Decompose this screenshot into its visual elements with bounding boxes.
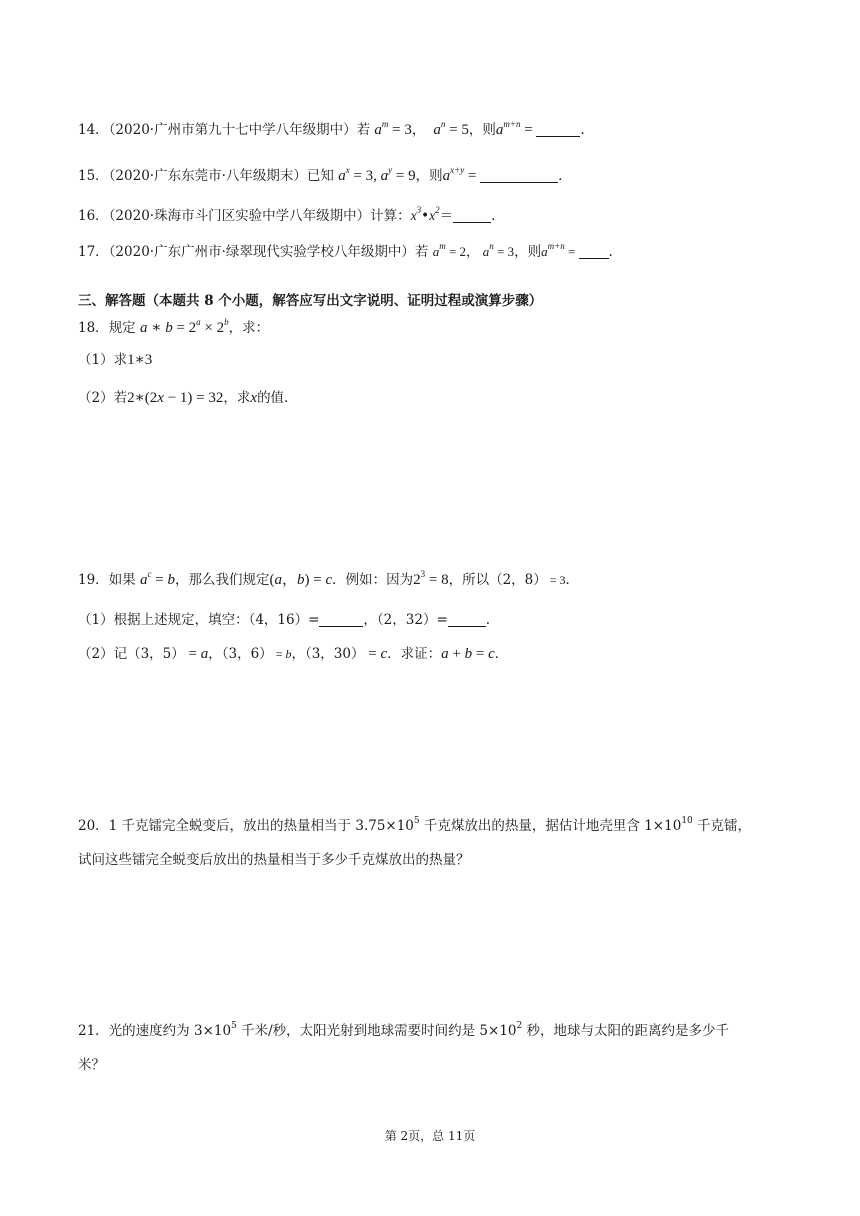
- math-expr: $a^x$: [338, 165, 350, 184]
- answer-blank: [319, 612, 363, 627]
- answer-blank: [448, 612, 486, 627]
- math-expr: $x^3$: [410, 205, 422, 223]
- question-19-part-2: （2）记（3，5） = a，（3，6） = b，（3，30） = c．求证：a + b = c．: [78, 646, 509, 662]
- answer-blank: [480, 168, 558, 183]
- question-18: 18．规定 a ∗ $b = 2^a \times 2^b$，求：: [78, 317, 270, 336]
- math-expr: $a^m$: [432, 241, 446, 259]
- math-expr: 2∗(2x − 1) = 32: [127, 390, 224, 406]
- question-18-part-2: （2）若2∗(2x − 1) = 32，求x的值.: [78, 390, 289, 406]
- question-19: 19．如果 $a^c = b$，那么我们规定(a，b) = c．例如：因为$2^3 = 8$，所以（2，8） = 3．: [78, 569, 580, 588]
- question-19-part-1: （1）根据上述规定，填空：（4，16）= ，（2，32）= .: [78, 612, 491, 628]
- question-14: 14．（2020·广州市第九十七中学八年级期中）若 $a^m = 3$， $a^n = 5$，则$a^{m+n}$ = .: [78, 119, 585, 138]
- question-16: 16．（2020·珠海市斗门区实验中学八年级期中）计算：$x^3•x^2=$ .: [78, 205, 496, 224]
- answer-blank: [453, 208, 491, 223]
- page-footer: 第 2页，总 11页: [384, 1129, 476, 1143]
- question-15: 15．（2020·广东东莞市·八年级期末）已知 $a^x = 3$, $a^y = 9$，则$a^{x+y}$ = .: [78, 165, 563, 184]
- question-20: 20．1 千克镭完全蜕变后，放出的热量相当于 $3.75\times 10^5$ 千克煤放出的热量，据估计地壳里含 $1\times 10^{10}$ 千克镭，: [78, 816, 752, 834]
- answer-blank: [536, 122, 580, 137]
- math-expr: a: [139, 320, 148, 336]
- math-expr: $a^m$: [374, 119, 389, 138]
- question-20-line-2: 试问这些镭完全蜕变后放出的热量相当于多少千克煤放出的热量？: [78, 852, 470, 868]
- question-17: 17．（2020·广东广州市·绿翠现代实验学校八年级期中）若 $a^m = 2$， $a^n = 3$，则$a^{m+n}$ = .: [78, 241, 613, 260]
- question-21-line-2: 米？: [78, 1057, 105, 1073]
- question-21: 21．光的速度约为 $3\times 10^5$ 千米/秒，太阳光射到地球需要时间约是 $5\times 10^2$ 秒，地球与太阳的距离约是多少千: [78, 1021, 730, 1039]
- math-expr: 1∗3: [127, 352, 153, 368]
- question-18-part-1: （1）求1∗3: [78, 352, 153, 368]
- answer-blank: [579, 244, 609, 259]
- math-expr: $a^c$: [139, 569, 152, 588]
- section-title: 三、解答题（本题共 8 个小题，解答应写出文字说明、证明过程或演算步骤）: [78, 293, 543, 309]
